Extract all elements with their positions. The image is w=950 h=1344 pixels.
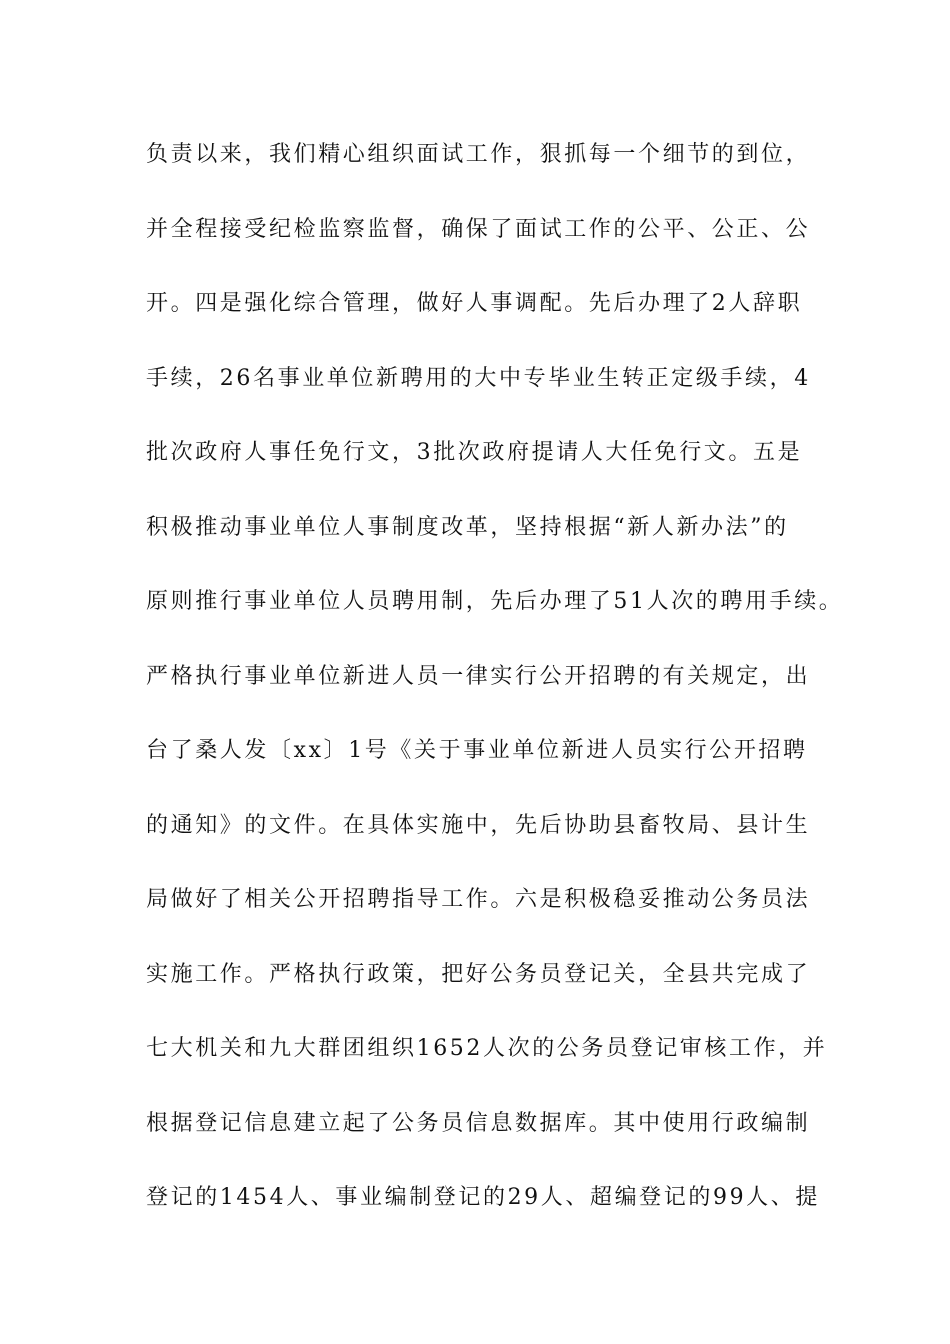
text-line: 的通知》的文件。在具体实施中，先后协助县畜牧局、县计生 (146, 812, 811, 838)
text-line: 手续，26名事业单位新聘用的大中专毕业生转正定级手续，4 (146, 365, 811, 391)
text-line: 并全程接受纪检监察监督，确保了面试工作的公平、公正、公 (146, 216, 811, 242)
text-line: 根据登记信息建立起了公务员信息数据库。其中使用行政编制 (146, 1110, 811, 1136)
text-line: 积极推动事业单位人事制度改革，坚持根据“新人新办法”的 (146, 514, 789, 540)
text-line: 登记的1454人、事业编制登记的29人、超编登记的99人、提 (146, 1185, 820, 1210)
text-line: 局做好了相关公开招聘指导工作。六是积极稳妥推动公务员法 (146, 887, 811, 912)
text-line: 严格执行事业单位新进人员一律实行公开招聘的有关规定，出 (146, 663, 811, 689)
text-line: 批次政府人事任免行文，3批次政府提请人大任免行文。五是 (146, 440, 803, 465)
body-paragraph (146, 128, 844, 1246)
text-line: 原则推行事业单位人员聘用制，先后办理了51人次的聘用手续。 (146, 589, 844, 614)
text-line: 实施工作。严格执行政策，把好公务员登记关，全县共完成了 (146, 961, 811, 987)
text-line: 七大机关和九大群团组织1652人次的公务员登记审核工作，并 (146, 1036, 828, 1061)
text-line: 负责以来，我们精心组织面试工作，狠抓每一个细节的到位， (146, 142, 811, 167)
text-line: 开。四是强化综合管理，做好人事调配。先后办理了2人辞职 (146, 291, 803, 316)
text-line: 台了桑人发〔xx〕1号《关于事业单位新进人员实行公开招聘 (146, 738, 808, 763)
